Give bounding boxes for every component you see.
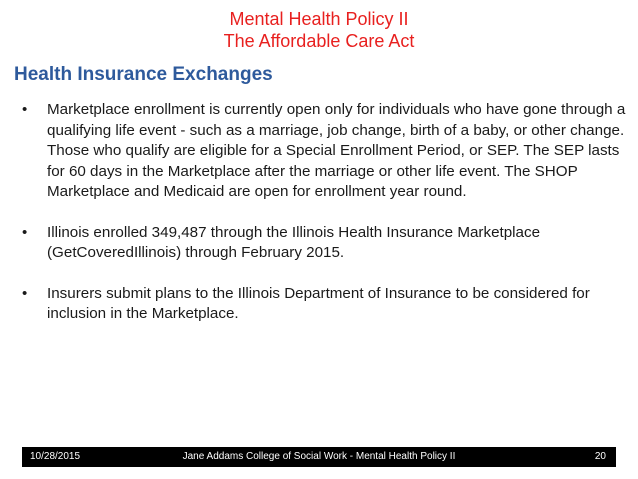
bullet-item <box>22 100 627 203</box>
bullet-dot-icon: • <box>22 101 28 118</box>
footer-page-number: 20 <box>594 451 606 462</box>
title-line-2: The Affordable Care Act <box>223 31 415 51</box>
bullet-item <box>22 284 627 325</box>
bullet-dot-icon: • <box>22 284 28 302</box>
bullet-dot-icon: • <box>22 223 28 241</box>
footer-course-title: Jane Addams College of Social Work - Mental Health Policy II <box>182 451 456 462</box>
slide-title <box>0 8 638 52</box>
footer-bar <box>22 447 616 467</box>
bullet-text: Marketplace enrollment is currently open only for individuals who have gone through a qualifying life event - such as a marriage, job change, birth of a baby, or other change. Those who qualify are eligible for a Special Enrollment Period, or SEP. The SEP lasts for 60 days in the Marketplace after the marriage or other life event. The SHOP Marketplace and Medicaid are open for enrollment year round. <box>47 101 626 200</box>
bullet-text: Insurers submit plans to the Illinois Department of Insurance to be considered for inclusion in the Marketplace. <box>47 284 590 322</box>
bullet-list <box>22 100 627 345</box>
bullet-item <box>22 223 627 264</box>
footer-date: 10/28/2015 <box>30 451 81 462</box>
section-heading: Health Insurance Exchanges <box>14 64 273 85</box>
bullet-text: Illinois enrolled 349,487 through the Illinois Health Insurance Marketplace (GetCoveredIllinois) through February 2015. <box>47 223 541 261</box>
title-line-1: Mental Health Policy II <box>229 9 409 29</box>
